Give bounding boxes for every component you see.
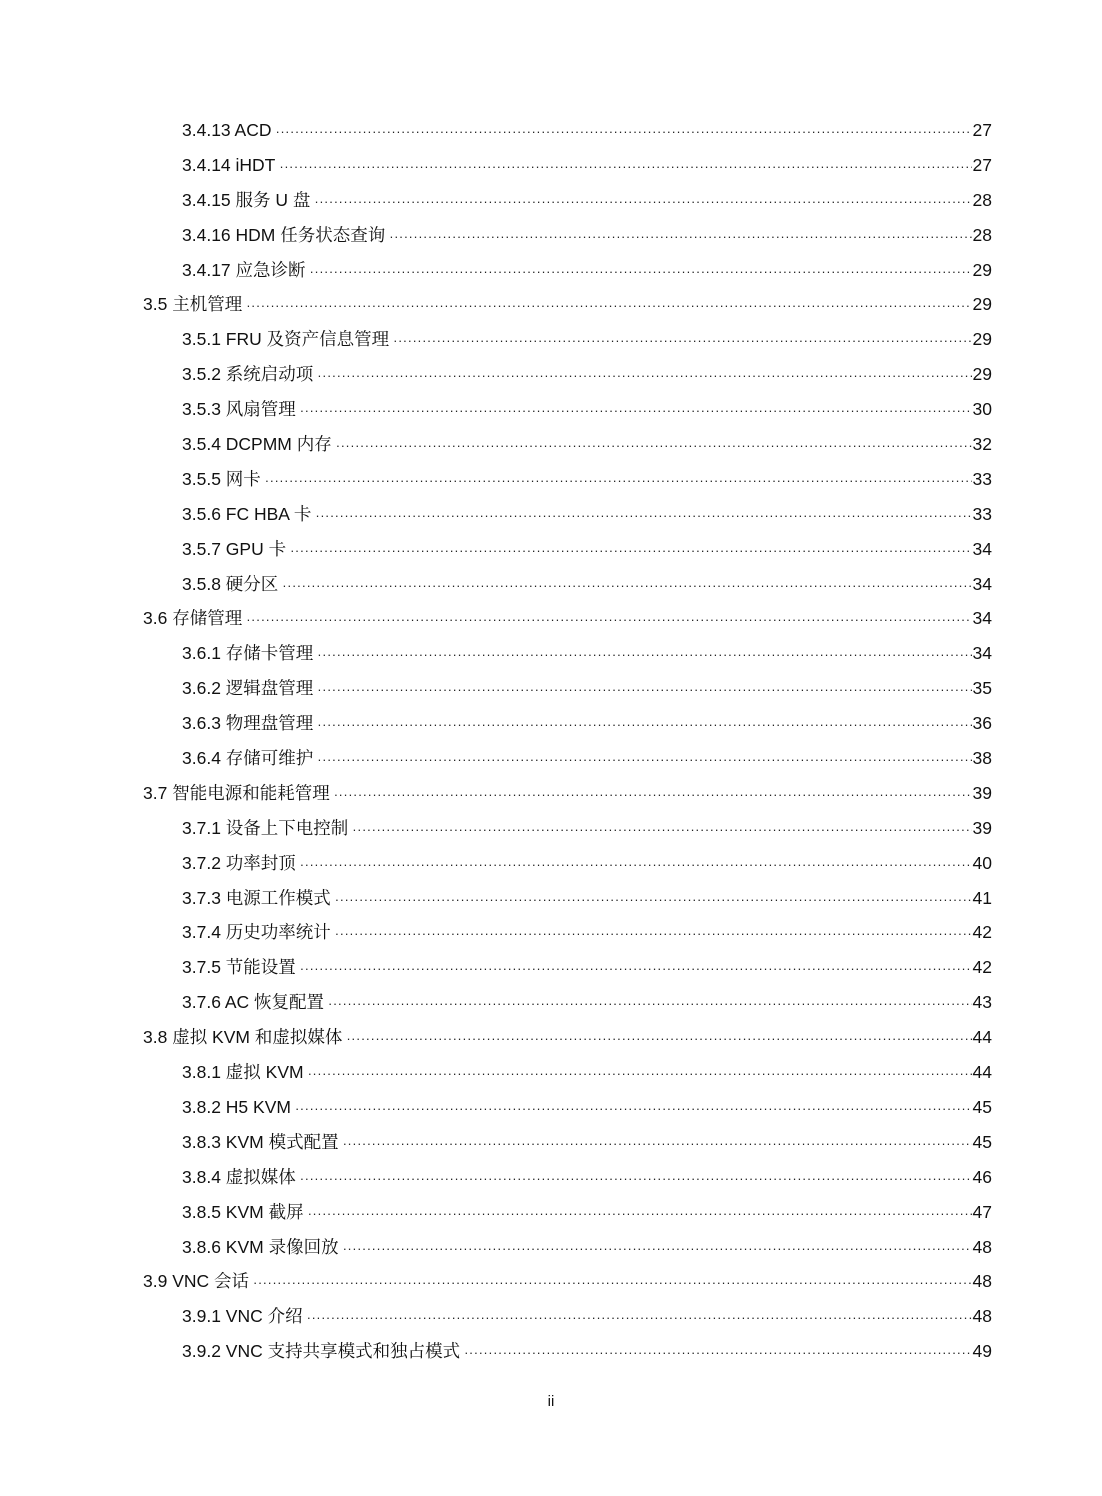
toc-entry[interactable] <box>0 1195 1102 1230</box>
toc-entry[interactable] <box>0 1125 1102 1160</box>
toc-entry-title: 3.7.5 节能设置 <box>182 957 296 978</box>
toc-entry-title: 3.6.1 存储卡管理 <box>182 643 314 664</box>
toc-entry[interactable] <box>0 1090 1102 1125</box>
toc-entry-title: 3.8 虚拟 KVM 和虚拟媒体 <box>143 1027 343 1048</box>
toc-entry-title: 3.6 存储管理 <box>143 608 243 629</box>
toc-entry-page: 34 <box>972 573 992 594</box>
toc-entry-page: 45 <box>972 1131 992 1152</box>
toc-entry-page: 41 <box>972 887 992 908</box>
toc-entry-title: 3.8.5 KVM 截屏 <box>182 1201 304 1222</box>
toc-entry[interactable] <box>0 1160 1102 1195</box>
toc-entry[interactable] <box>0 357 1102 392</box>
toc-dot-leader <box>300 848 972 883</box>
toc-entry-title: 3.4.13 ACD <box>182 120 272 140</box>
toc-entry-title: 3.5.4 DCPMM 内存 <box>182 434 332 455</box>
toc-entry[interactable] <box>0 915 1102 950</box>
toc-entry[interactable] <box>0 1299 1102 1334</box>
toc-entry-title: 3.4.16 HDM 任务状态查询 <box>182 224 386 245</box>
toc-dot-leader <box>279 150 971 185</box>
toc-entry-title: 3.7.4 历史功率统计 <box>182 922 331 943</box>
toc-entry-title: 3.9.1 VNC 介绍 <box>182 1306 303 1327</box>
toc-dot-leader <box>317 673 971 708</box>
toc-dot-leader <box>335 917 972 952</box>
toc-entry-page: 48 <box>972 1271 992 1292</box>
toc-entry-title: 3.6.3 物理盘管理 <box>182 713 314 734</box>
table-of-contents <box>0 113 1102 1369</box>
toc-entry-page: 49 <box>972 1341 992 1362</box>
toc-dot-leader <box>308 1057 972 1092</box>
toc-entry-page: 38 <box>972 748 992 769</box>
toc-entry-title: 3.7.3 电源工作模式 <box>182 887 331 908</box>
toc-entry[interactable] <box>0 950 1102 985</box>
toc-entry[interactable] <box>0 1264 1102 1299</box>
toc-dot-leader <box>352 813 971 848</box>
toc-entry-page: 44 <box>972 1027 992 1048</box>
toc-entry[interactable] <box>0 287 1102 322</box>
toc-dot-leader <box>343 1232 972 1267</box>
toc-entry-page: 30 <box>972 399 992 420</box>
toc-entry[interactable] <box>0 601 1102 636</box>
toc-dot-leader <box>282 569 971 604</box>
toc-dot-leader <box>300 952 972 987</box>
toc-dot-leader <box>246 289 971 324</box>
toc-entry[interactable] <box>0 1334 1102 1369</box>
toc-dot-leader <box>246 603 971 638</box>
toc-dot-leader <box>253 1266 972 1301</box>
toc-entry-page: 28 <box>972 189 992 210</box>
toc-entry-title: 3.7.1 设备上下电控制 <box>182 817 349 838</box>
toc-entry[interactable] <box>0 183 1102 218</box>
toc-dot-leader <box>393 324 971 359</box>
toc-entry-page: 29 <box>972 259 992 280</box>
toc-entry-page: 39 <box>972 782 992 803</box>
toc-entry-page: 28 <box>972 224 992 245</box>
toc-dot-leader <box>346 1022 971 1057</box>
toc-entry-title: 3.4.14 iHDT <box>182 154 276 175</box>
toc-entry-page: 47 <box>972 1201 992 1222</box>
toc-entry-title: 3.5.5 网卡 <box>182 468 261 489</box>
toc-dot-leader <box>343 1127 972 1162</box>
toc-entry-page: 27 <box>972 154 992 175</box>
toc-entry-page: 34 <box>972 608 992 629</box>
toc-entry-title: 3.5.7 GPU 卡 <box>182 538 287 559</box>
toc-entry-page: 46 <box>972 1166 992 1187</box>
toc-entry-title: 3.5.6 FC HBA 卡 <box>182 503 312 524</box>
toc-entry[interactable] <box>0 218 1102 253</box>
toc-entry-title: 3.8.1 虚拟 KVM <box>182 1062 304 1083</box>
toc-dot-leader <box>308 1197 972 1232</box>
toc-dot-leader <box>315 499 971 534</box>
toc-dot-leader <box>317 708 971 743</box>
toc-entry-page: 29 <box>972 329 992 350</box>
toc-entry-title: 3.4.15 服务 U 盘 <box>182 189 311 210</box>
toc-entry-page: 42 <box>972 922 992 943</box>
toc-entry-page: 45 <box>972 1096 992 1117</box>
toc-dot-leader <box>290 534 971 569</box>
toc-entry[interactable] <box>0 567 1102 602</box>
toc-entry-title: 3.7.2 功率封顶 <box>182 852 296 873</box>
toc-dot-leader <box>334 778 972 813</box>
toc-dot-leader <box>300 394 972 429</box>
toc-entry-page: 35 <box>972 678 992 699</box>
toc-entry-title: 3.5.8 硬分区 <box>182 573 279 594</box>
toc-dot-leader <box>328 987 972 1022</box>
toc-entry-page: 32 <box>972 434 992 455</box>
toc-entry-page: 42 <box>972 957 992 978</box>
toc-dot-leader <box>265 464 972 499</box>
toc-entry[interactable] <box>0 776 1102 811</box>
toc-entry-title: 3.8.3 KVM 模式配置 <box>182 1131 339 1152</box>
toc-dot-leader <box>276 115 972 150</box>
toc-entry-title: 3.8.4 虚拟媒体 <box>182 1166 296 1187</box>
toc-entry-title: 3.9 VNC 会话 <box>143 1271 249 1292</box>
toc-entry[interactable] <box>0 1020 1102 1055</box>
toc-dot-leader <box>335 883 972 918</box>
toc-dot-leader <box>307 1301 972 1336</box>
toc-entry-title: 3.6.2 逻辑盘管理 <box>182 678 314 699</box>
toc-dot-leader <box>314 185 971 220</box>
toc-entry[interactable] <box>0 846 1102 881</box>
toc-entry[interactable] <box>0 881 1102 916</box>
toc-entry-title: 3.8.6 KVM 录像回放 <box>182 1236 339 1257</box>
toc-entry-title: 3.7 智能电源和能耗管理 <box>143 782 330 803</box>
toc-entry-page: 34 <box>972 538 992 559</box>
toc-entry-title: 3.7.6 AC 恢复配置 <box>182 992 324 1013</box>
toc-dot-leader <box>317 638 971 673</box>
toc-entry-page: 29 <box>972 294 992 315</box>
toc-entry[interactable] <box>0 532 1102 567</box>
toc-entry-title: 3.5.1 FRU 及资产信息管理 <box>182 329 390 350</box>
toc-entry-page: 27 <box>972 120 992 140</box>
toc-entry[interactable] <box>0 811 1102 846</box>
toc-dot-leader <box>310 255 972 290</box>
toc-entry-title: 3.5.2 系统启动项 <box>182 364 314 385</box>
toc-entry[interactable] <box>0 985 1102 1020</box>
toc-entry[interactable] <box>0 1055 1102 1090</box>
toc-entry-page: 33 <box>972 468 992 489</box>
toc-entry-page: 34 <box>972 643 992 664</box>
toc-dot-leader <box>317 359 971 394</box>
toc-dot-leader <box>336 429 972 464</box>
toc-entry-page: 39 <box>972 817 992 838</box>
toc-dot-leader <box>317 743 971 778</box>
toc-entry[interactable] <box>0 462 1102 497</box>
toc-entry-title: 3.5.3 风扇管理 <box>182 399 296 420</box>
toc-entry[interactable] <box>0 706 1102 741</box>
toc-entry[interactable] <box>0 427 1102 462</box>
toc-dot-leader <box>300 1162 972 1197</box>
toc-entry-page: 43 <box>972 992 992 1013</box>
toc-entry[interactable] <box>0 636 1102 671</box>
toc-entry-title: 3.9.2 VNC 支持共享模式和独占模式 <box>182 1341 461 1362</box>
toc-entry-page: 48 <box>972 1306 992 1327</box>
toc-entry-page: 33 <box>972 503 992 524</box>
toc-dot-leader <box>389 220 971 255</box>
toc-entry[interactable] <box>0 671 1102 706</box>
toc-entry-title: 3.6.4 存储可维护 <box>182 748 314 769</box>
toc-entry-page: 48 <box>972 1236 992 1257</box>
toc-entry-title: 3.4.17 应急诊断 <box>182 259 306 280</box>
toc-entry-page: 36 <box>972 713 992 734</box>
page-number: ii <box>547 1393 555 1410</box>
toc-entry[interactable] <box>0 322 1102 357</box>
toc-entry[interactable] <box>0 392 1102 427</box>
toc-dot-leader <box>295 1092 972 1127</box>
toc-entry[interactable] <box>0 113 1102 148</box>
toc-entry-page: 40 <box>972 852 992 873</box>
toc-entry[interactable] <box>0 148 1102 183</box>
toc-entry[interactable] <box>0 741 1102 776</box>
toc-entry-title: 3.5 主机管理 <box>143 294 243 315</box>
toc-entry[interactable] <box>0 497 1102 532</box>
toc-entry[interactable] <box>0 1230 1102 1265</box>
toc-entry[interactable] <box>0 253 1102 288</box>
toc-entry-title: 3.8.2 H5 KVM <box>182 1096 291 1117</box>
toc-dot-leader <box>464 1336 971 1371</box>
toc-entry-page: 29 <box>972 364 992 385</box>
toc-entry-page: 44 <box>972 1062 992 1083</box>
